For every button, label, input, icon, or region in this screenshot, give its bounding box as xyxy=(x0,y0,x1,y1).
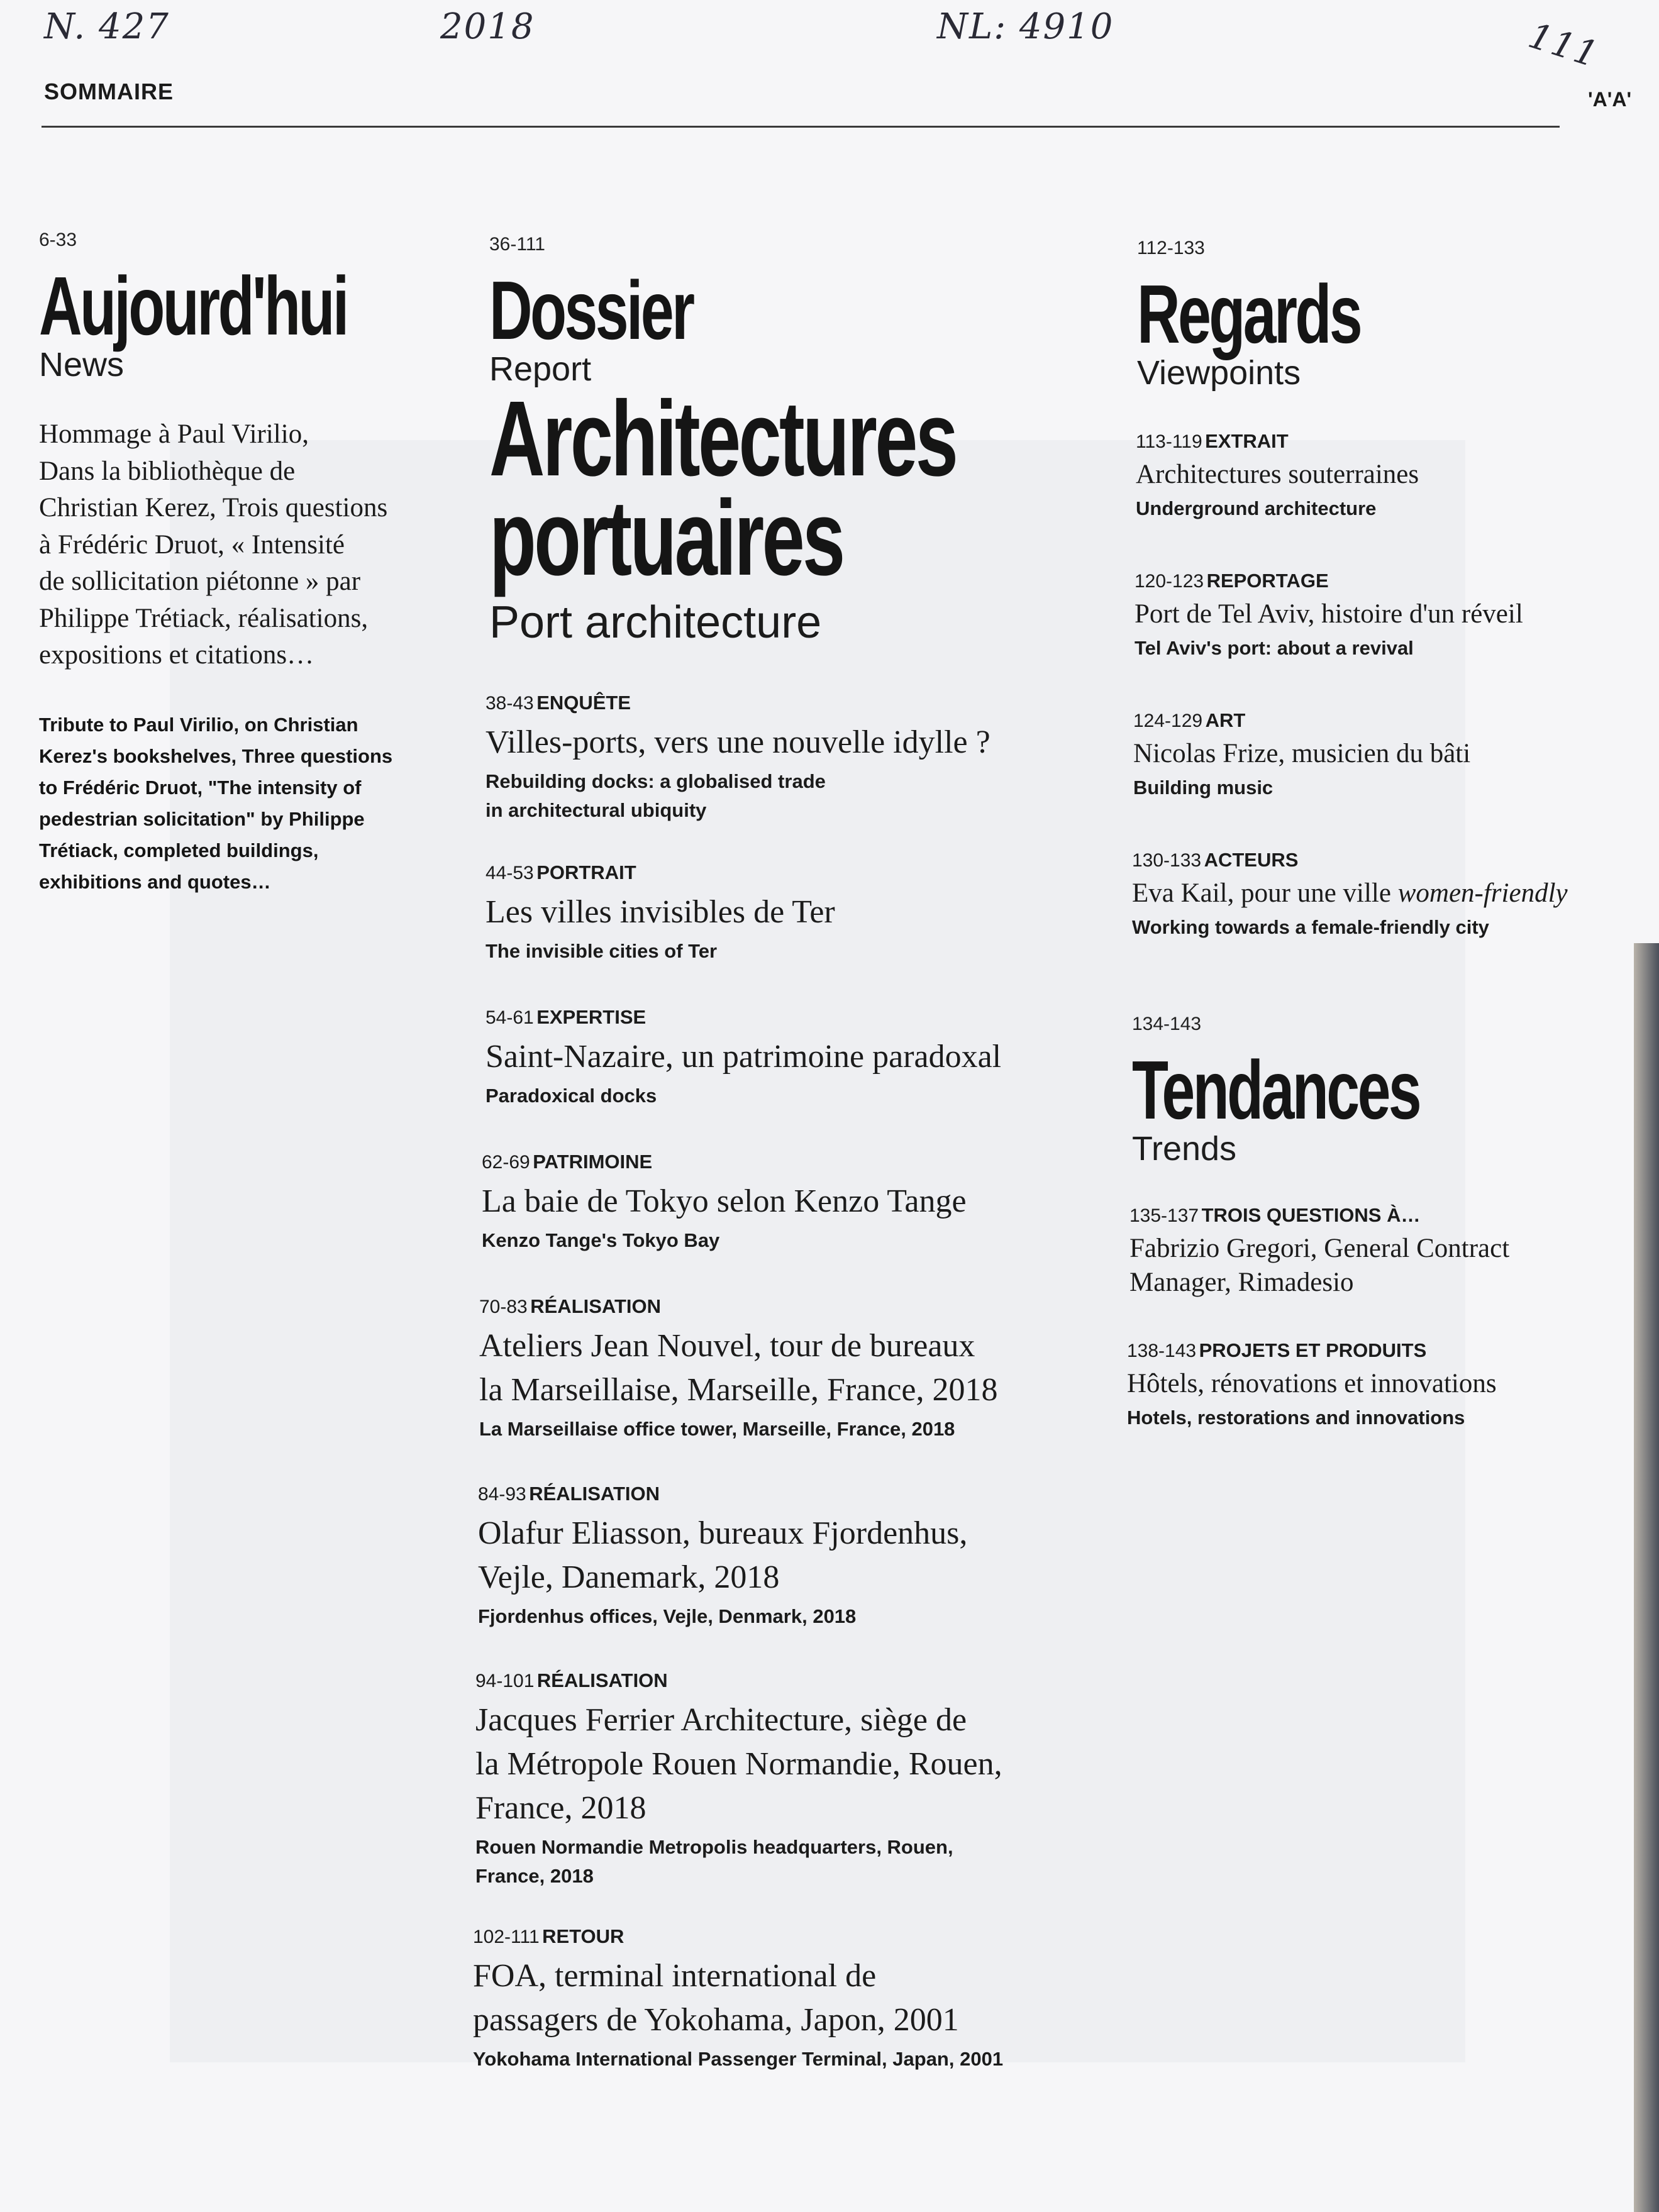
handwritten-year: 2018 xyxy=(440,6,535,47)
summary-line: à Frédéric Druot, « Intensité xyxy=(39,529,345,560)
entry-title-fr: Port de Tel Aviv, histoire d'un réveil xyxy=(1135,599,1523,629)
handwritten-reference: NL: 4910 xyxy=(937,6,1114,47)
title-line: Hôtels, rénovations et innovations xyxy=(1127,1369,1497,1398)
entry-category: ART xyxy=(1205,709,1246,731)
title-line: Fabrizio Gregori, General Contract xyxy=(1129,1234,1510,1263)
summary-line: expositions et citations… xyxy=(39,640,314,670)
entry-category: ACTEURS xyxy=(1204,849,1299,871)
entry-category: TROIS QUESTIONS À… xyxy=(1201,1204,1421,1226)
section-dossier xyxy=(489,234,1106,648)
toc-entry xyxy=(1135,570,1523,663)
summary-line: exhibitions and quotes… xyxy=(39,870,271,893)
entry-category: ENQUÊTE xyxy=(536,692,631,714)
entry-range: 44-53 xyxy=(485,863,534,883)
magazine-logo: 'A'A' xyxy=(1588,88,1632,111)
section-summary-fr xyxy=(39,416,429,674)
theme-line: portuaires xyxy=(489,478,843,599)
entry-range: 113-119 xyxy=(1136,431,1202,452)
title-line: passagers de Yokohama, Japon, 2001 xyxy=(473,2002,959,2038)
toc-entry xyxy=(485,861,835,966)
entry-range: 130-133 xyxy=(1132,850,1202,871)
toc-entry xyxy=(1136,430,1419,523)
entry-range: 54-61 xyxy=(485,1007,534,1028)
entry-title-en xyxy=(479,1415,998,1444)
dossier-theme-title xyxy=(489,379,957,599)
entry-category: PORTRAIT xyxy=(536,861,636,883)
summary-line: Trétiack, completed buildings, xyxy=(39,839,319,861)
entry-range: 62-69 xyxy=(482,1152,530,1173)
entry-title-fr xyxy=(473,1954,1003,2042)
entry-range: 70-83 xyxy=(479,1297,528,1317)
entry-title-en: Underground architecture xyxy=(1136,497,1377,519)
entry-range: 102-111 xyxy=(473,1927,540,1947)
title-line: Villes-ports, vers une nouvelle idylle ? xyxy=(485,724,990,760)
title-line: Hotels, restorations and innovations xyxy=(1127,1407,1465,1429)
entry-range: 135-137 xyxy=(1129,1205,1199,1226)
toc-entry xyxy=(478,1483,967,1631)
title-line: la Marseillaise, Marseille, France, 2018 xyxy=(479,1372,998,1408)
entry-category: REPORTAGE xyxy=(1206,570,1329,592)
toc-entry xyxy=(475,1669,1002,1891)
toc-entry xyxy=(482,1151,967,1255)
title-line: France, 2018 xyxy=(475,1865,594,1887)
entry-range: 38-43 xyxy=(485,693,534,714)
section-page-range: 36-111 xyxy=(489,234,545,255)
title-line: in architectural ubiquity xyxy=(485,799,707,821)
entry-category: PATRIMOINE xyxy=(533,1151,653,1173)
entry-title-en xyxy=(482,1226,967,1255)
title-line: Les villes invisibles de Ter xyxy=(485,894,835,930)
section-title: Tendances xyxy=(1132,1044,1420,1136)
section-title: Aujourd'hui xyxy=(39,260,347,352)
section-title: Dossier xyxy=(489,264,693,357)
entry-title-en: Tel Aviv's port: about a revival xyxy=(1135,637,1414,659)
handwritten-issue-number: N. 427 xyxy=(44,6,170,47)
entry-range: 138-143 xyxy=(1127,1341,1197,1361)
entry-title-en xyxy=(485,1081,1001,1110)
toc-entry xyxy=(473,1925,1003,2074)
title-line: La Marseillaise office tower, Marseille, France, 2018 xyxy=(479,1418,955,1440)
section-subtitle: Trends xyxy=(1132,1130,1237,1168)
entry-title-fr xyxy=(485,890,835,934)
entry-title-en xyxy=(1127,1403,1497,1432)
summary-line: Philippe Trétiack, réalisations, xyxy=(39,603,369,633)
dossier-theme-english: Port architecture xyxy=(489,597,822,648)
entry-category: RÉALISATION xyxy=(536,1669,668,1691)
toc-entry xyxy=(485,692,990,825)
entry-title-en xyxy=(475,1833,1002,1891)
summary-line: pedestrian solicitation" by Philippe xyxy=(39,807,365,830)
entry-title-en: Building music xyxy=(1133,777,1273,799)
toc-entry xyxy=(485,1006,1001,1110)
handwritten-page-number: 111 xyxy=(1523,15,1604,76)
title-text: Eva Kail, pour une ville xyxy=(1132,878,1391,908)
section-aujourdhui xyxy=(39,229,429,898)
entry-title-fr xyxy=(479,1324,998,1412)
title-line: Rouen Normandie Metropolis headquarters, Rouen, xyxy=(475,1836,953,1858)
title-line: Paradoxical docks xyxy=(485,1085,657,1107)
page-edge-shadow xyxy=(1634,943,1659,2212)
toc-entry xyxy=(1129,1204,1509,1300)
title-line: Saint-Nazaire, un patrimoine paradoxal xyxy=(485,1039,1002,1075)
toc-entry xyxy=(1127,1339,1497,1432)
entry-category: EXTRAIT xyxy=(1205,430,1289,452)
title-line: la Métropole Rouen Normandie, Rouen, xyxy=(475,1746,1002,1782)
summary-line: Christian Kerez, Trois questions xyxy=(39,493,388,523)
entry-category: EXPERTISE xyxy=(536,1006,646,1028)
summary-line: Dans la bibliothèque de xyxy=(39,456,296,486)
entry-title-en: Working towards a female-friendly city xyxy=(1132,916,1489,938)
entry-title-fr xyxy=(482,1180,967,1224)
entry-title-en xyxy=(485,767,990,825)
title-line: Yokohama International Passenger Terminal, Japan, 2001 xyxy=(473,2048,1004,2070)
summary-line: de sollicitation piétonne » par xyxy=(39,567,361,597)
entry-range: 120-123 xyxy=(1135,571,1204,592)
title-line: Rebuilding docks: a globalised trade xyxy=(485,770,826,792)
section-page-range: 134-143 xyxy=(1132,1014,1202,1034)
toc-entry xyxy=(1132,849,1568,942)
section-subtitle: News xyxy=(39,346,125,384)
section-title: Regards xyxy=(1137,268,1361,360)
section-subtitle: Viewpoints xyxy=(1137,354,1301,392)
header-rule xyxy=(42,126,1560,128)
entry-range: 84-93 xyxy=(478,1484,526,1505)
entry-title-fr: Architectures souterraines xyxy=(1136,460,1419,489)
entry-title-fr xyxy=(1127,1367,1497,1401)
title-italic: women-friendly xyxy=(1397,878,1568,908)
summary-line: Kerez's bookshelves, Three questions xyxy=(39,744,393,767)
title-line: Olafur Eliasson, bureaux Fjordenhus, xyxy=(478,1515,968,1551)
title-line: Fjordenhus offices, Vejle, Denmark, 2018 xyxy=(478,1605,857,1627)
entry-range: 124-129 xyxy=(1133,711,1203,731)
section-regards xyxy=(1137,238,1590,392)
toc-entry xyxy=(479,1295,998,1444)
theme-line: Architectures xyxy=(489,379,957,499)
entry-title-fr xyxy=(485,721,990,765)
entry-title-en xyxy=(485,937,835,966)
title-line: France, 2018 xyxy=(475,1790,646,1826)
entry-category: RETOUR xyxy=(542,1925,624,1947)
summary-line: to Frédéric Druot, "The intensity of xyxy=(39,776,362,799)
entry-title-fr xyxy=(1129,1232,1509,1300)
entry-title-fr: Nicolas Frize, musicien du bâti xyxy=(1133,739,1471,768)
section-page-range: 112-133 xyxy=(1137,238,1205,258)
title-line: Jacques Ferrier Architecture, siège de xyxy=(475,1702,967,1738)
title-line: Manager, Rimadesio xyxy=(1129,1268,1354,1297)
entry-title-en xyxy=(473,2045,1003,2074)
section-subtitle: Report xyxy=(489,350,592,388)
title-line: The invisible cities of Ter xyxy=(485,940,718,962)
title-line: FOA, terminal international de xyxy=(473,1958,877,1994)
page-title: SOMMAIRE xyxy=(44,79,174,104)
entry-title-en xyxy=(478,1602,967,1631)
entry-category: PROJETS ET PRODUITS xyxy=(1199,1339,1427,1361)
section-tendances xyxy=(1132,1014,1585,1168)
entry-title-fr xyxy=(478,1512,967,1600)
title-line: Kenzo Tange's Tokyo Bay xyxy=(482,1229,720,1251)
summary-line: Tribute to Paul Virilio, on Christian xyxy=(39,713,358,736)
entry-title-fr xyxy=(475,1698,1002,1830)
title-line: La baie de Tokyo selon Kenzo Tange xyxy=(482,1183,967,1219)
section-page-range: 6-33 xyxy=(39,229,77,250)
entry-range: 94-101 xyxy=(475,1671,535,1691)
entry-title-fr xyxy=(1132,877,1568,910)
entry-category: RÉALISATION xyxy=(530,1295,661,1317)
section-summary-en xyxy=(39,709,429,898)
entry-category: RÉALISATION xyxy=(529,1483,660,1505)
entry-title-fr xyxy=(485,1035,1001,1079)
summary-line: Hommage à Paul Virilio, xyxy=(39,419,309,450)
title-line: Vejle, Danemark, 2018 xyxy=(478,1559,780,1595)
title-line: Ateliers Jean Nouvel, tour de bureaux xyxy=(479,1328,975,1364)
toc-entry xyxy=(1133,709,1470,802)
